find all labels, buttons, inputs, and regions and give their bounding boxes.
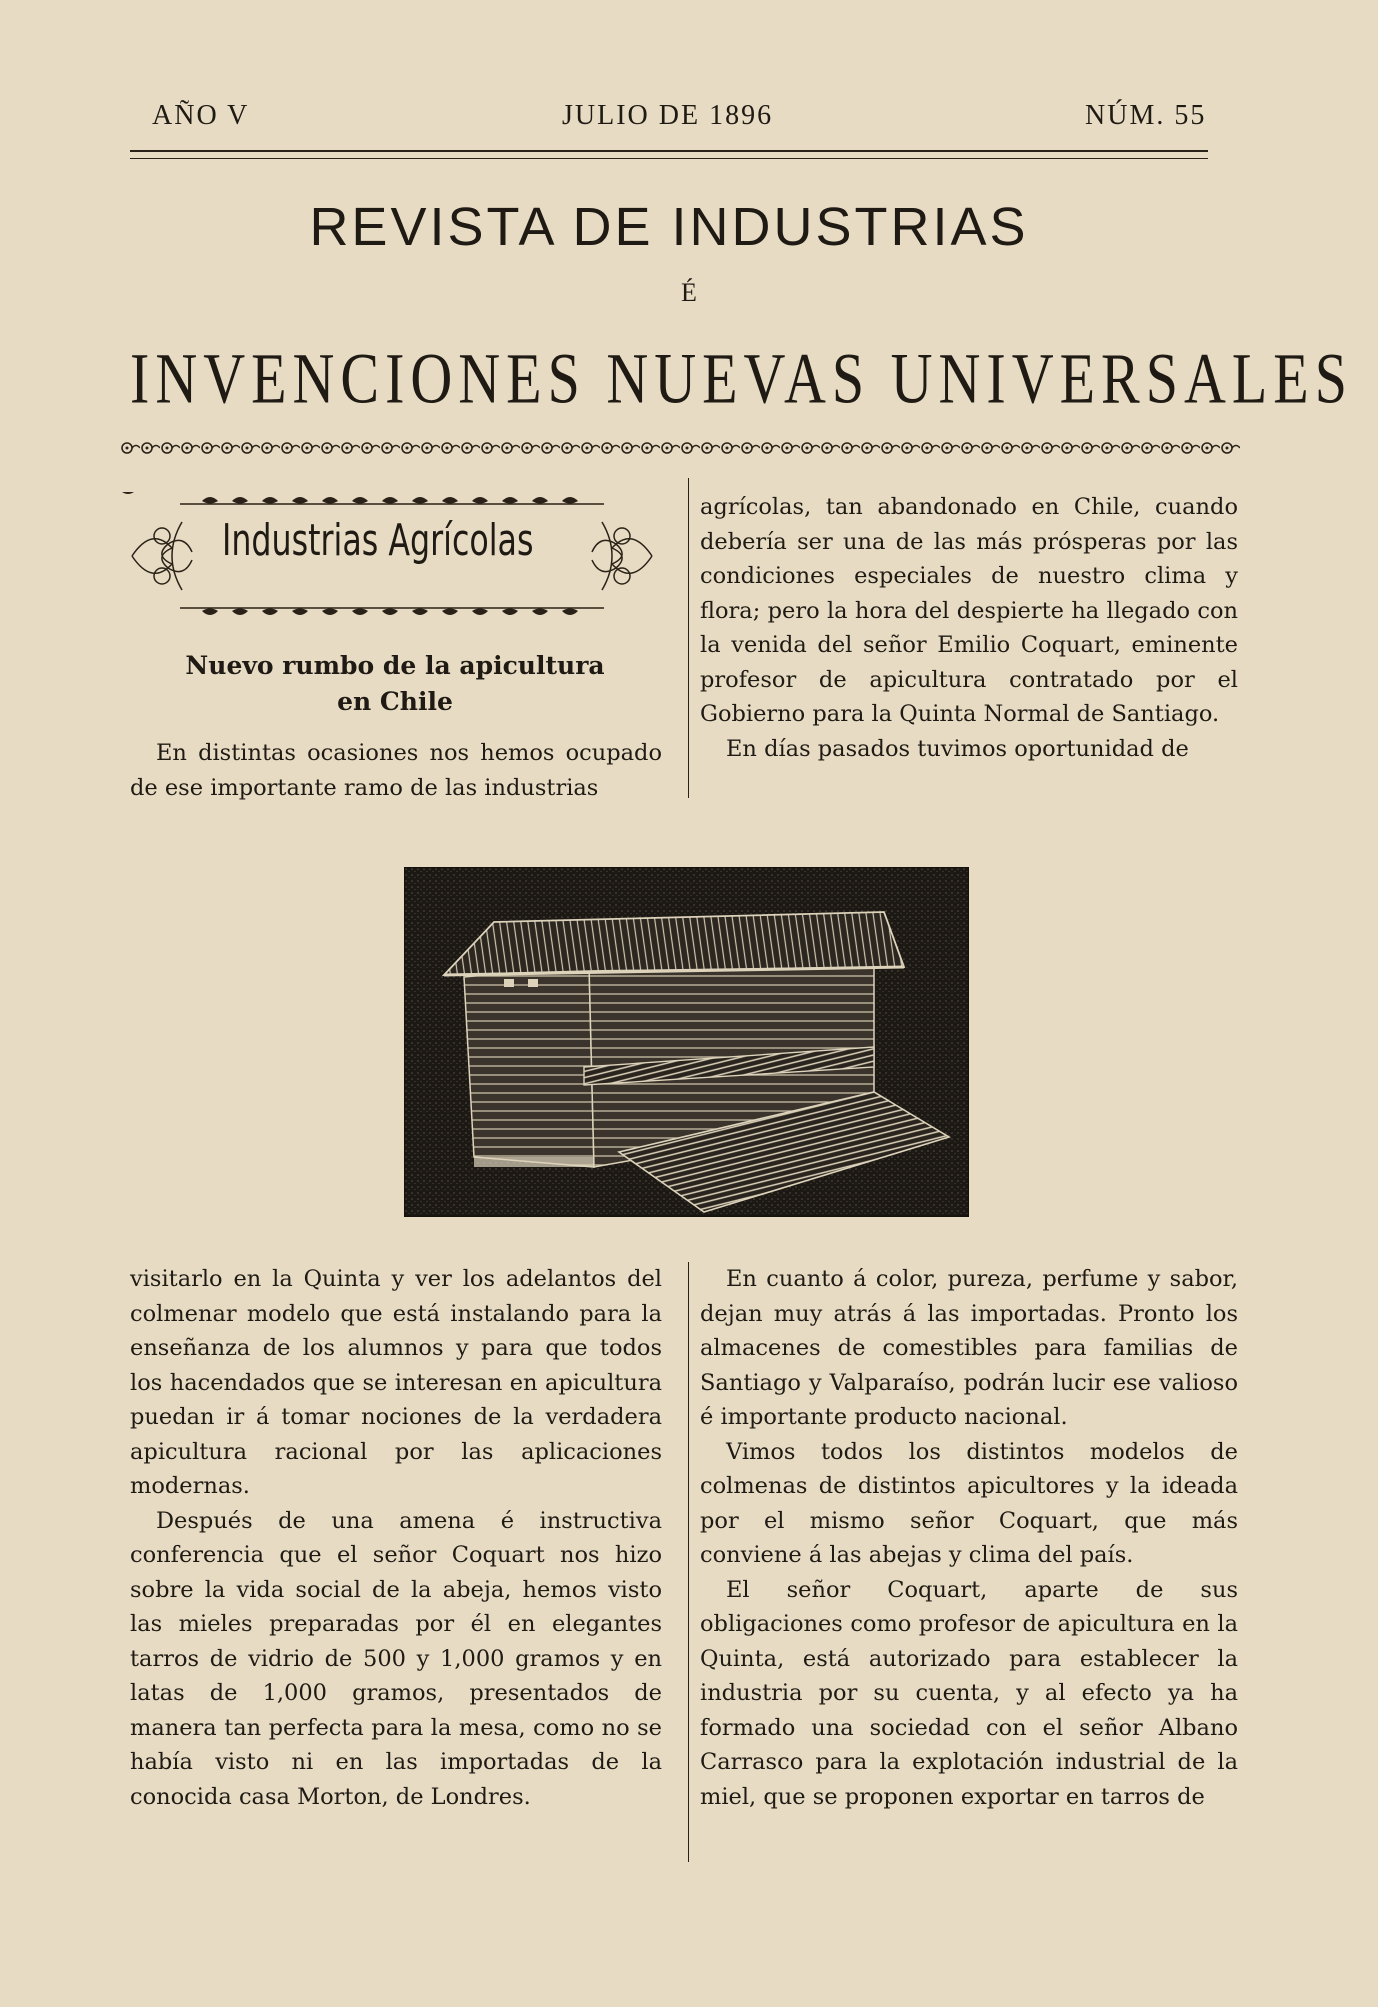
journal-title-line2: INVENCIONES NUEVAS UNIVERSALES — [130, 337, 1353, 419]
bottom-right-column — [700, 1262, 1238, 1814]
article-title-line2: en Chile — [337, 687, 453, 716]
header-rule-thin — [130, 158, 1208, 159]
issue-year: AÑO V — [152, 100, 250, 131]
paragraph: visitarlo en la Quinta y ver los adelantos del colmenar modelo que está instalando para la enseñanza de los alumnos y para que todos los hacendados que se interesan en apicultura puedan ir á tomar nociones de la verdadera apicultura racional por las aplicaciones modernas. — [130, 1266, 662, 1499]
paragraph: Vimos todos los distintos modelos de colmenas de distintos apicultores y la ideada por el mismo señor Coquart, que más conviene á las abejas y clima del país. — [700, 1438, 1238, 1568]
article-title-line1: Nuevo rumbo de la apicultura — [185, 651, 605, 680]
section-title: Industrias Agrícolas — [222, 515, 534, 566]
journal-title-conjunction: É — [681, 278, 697, 307]
issue-date: JULIO DE 1896 — [562, 100, 774, 131]
bottom-left-column — [130, 1262, 662, 1814]
paragraph: En distintas ocasiones nos hemos ocupado de ese importante ramo de las industrias — [130, 740, 662, 801]
paragraph: El señor Coquart, aparte de sus obligaciones como profesor de apicultura en la Quinta, está autorizado para establecer la industria por su cuenta, y al efecto ya ha formado una sociedad con el señor Albano Carrasco para la explotación industrial de la miel, que se proponen exportar en tarros de — [700, 1576, 1238, 1810]
article-title — [130, 648, 660, 720]
top-right-column — [700, 490, 1238, 766]
column-divider-bottom — [688, 1262, 689, 1862]
paragraph: Después de una amena é instructiva conferencia que el señor Coquart nos hizo sobre la vida social de la abeja, hemos visto las mieles preparadas por él en elegantes tarros de vidrio de 500 y 1,000 gramos y en latas de 1,000 gramos, presentados de manera tan perfecta para la mesa, como no se había visto ni en las importadas de la conocida casa Morton, de Londres. — [130, 1507, 662, 1810]
paragraph: En cuanto á color, pureza, perfume y sabor, dejan muy atrás á las importadas. Pronto los almacenes de comestibles para familias de Santiago y Valparaíso, podrán lucir ese valioso é importante producto nacional. — [700, 1266, 1238, 1430]
top-left-column — [130, 736, 662, 805]
paragraph: agrícolas, tan abandonado en Chile, cuando debería ser una de las más prósperas por las condiciones especiales de nuestro clima y flora; pero la hora del despierte ha llegado con la venida del señor Emilio Coquart, eminente profesor de apicultura contratado por el Gobierno para la Quinta Normal de Santiago. — [700, 494, 1238, 727]
paragraph: En días pasados tuvimos oportunidad de — [726, 735, 1189, 762]
column-divider-top — [688, 478, 689, 798]
header-rule — [130, 150, 1208, 152]
issue-number: NÚM. 55 — [1085, 100, 1207, 131]
ornamental-rule — [120, 440, 1240, 456]
journal-title-line1: REVISTA DE INDUSTRIAS — [309, 197, 1029, 257]
beehive-illustration — [404, 867, 969, 1217]
